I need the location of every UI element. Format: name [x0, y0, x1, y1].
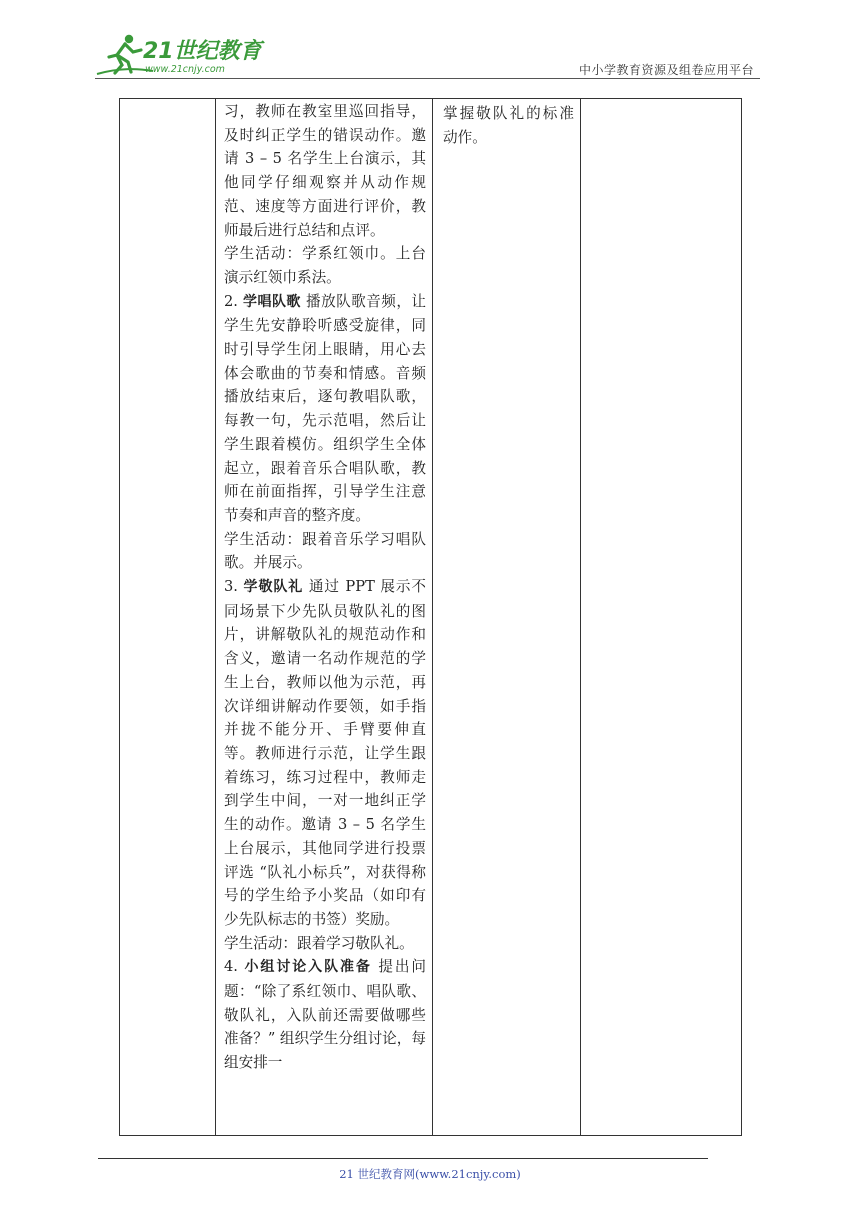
footer-text[interactable]: 21 世纪教育网(www.21cnjy.com) [339, 1167, 521, 1181]
section-sing-anthem: 2. 学唱队歌 播放队歌音频，让学生先安静聆听感受旋律，同时引导学生闭上眼睛，用心去体会歌曲的节奏和情感。音频播放结束后，逐句教唱队歌，每教一句，先示范唱，然后让学生跟着模仿。组织学生全体起立，跟着音乐合唱队歌，教师在前面指挥，引导学生注意节奏和声音的整齐度。 [224, 292, 427, 524]
site-logo [95, 28, 265, 78]
notes-cell [581, 99, 742, 1136]
student-activity: 学生活动：跟着学习敬队礼。 [224, 934, 414, 952]
lesson-table [119, 98, 742, 1136]
page-header [95, 28, 760, 80]
student-activity: 学生活动：学系红领巾。上台演示红领巾系法。 [224, 245, 426, 286]
table-row [120, 99, 742, 1136]
footer-divider [98, 1158, 708, 1159]
activity-cell [216, 99, 433, 1136]
section-title: 学敬队礼 [243, 579, 304, 596]
section-title: 小组讨论入队准备 [244, 959, 372, 976]
activity-paragraph: 习，教师在教室里巡回指导，及时纠正学生的错误动作。邀请 3 – 5 名学生上台演示，其他同学仔细观察并从动作规范、速度等方面进行评价，教师最后进行总结和点评。 [224, 103, 426, 239]
logo-text: 21世纪教育 [143, 39, 262, 64]
intent-text: 掌握敬队礼的标准动作。 [443, 105, 574, 146]
section-group-discussion: 4. 小组讨论入队准备 提出问题：“除了系红领巾、唱队歌、敬队礼，入队前还需要做哪些准备？” 组织学生分组讨论，每组安排一 [224, 958, 427, 1072]
student-activity: 学生活动：跟着音乐学习唱队歌。并展示。 [224, 530, 426, 572]
platform-name: 中小学教育资源及组卷应用平台 [578, 63, 754, 77]
section-title: 学唱队歌 [243, 293, 301, 310]
intent-cell [433, 99, 581, 1136]
logo-url: www.21cnjy.com [145, 64, 225, 75]
header-divider [95, 78, 760, 79]
section-salute: 3. 学敬队礼 通过 PPT 展示不同场景下少先队员敬队礼的图片，讲解敬队礼的规范动作和含义，邀请一名动作规范的学生上台，教师以他为示范，再次详细讲解动作要领，如手指并拢不能分开、手臂要伸直等。教师进行示范，让学生跟着练习，练习过程中，教师走到学生中间，一对一地纠正学生的动作。邀请 3 – 5 名学生上台展示，其他同学进行投票评选 “队礼小标兵”，对获得称号的学生给予小奖品（如印有少先队标志的书签）奖励。 [224, 578, 427, 928]
stage-cell [120, 99, 216, 1136]
